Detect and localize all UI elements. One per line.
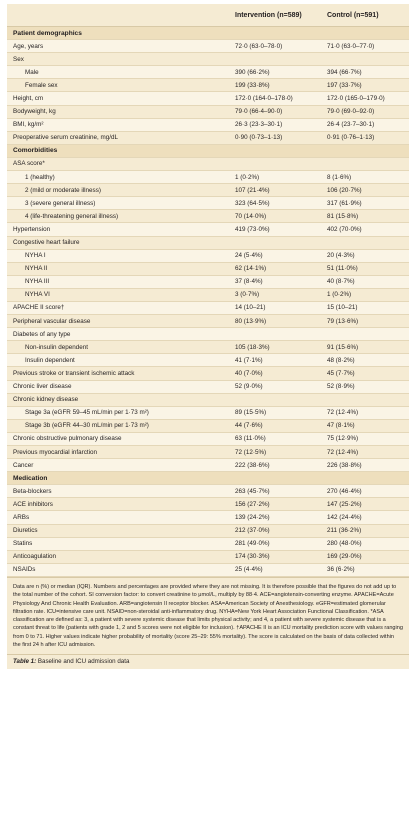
caption-label: Table 1: [13,658,37,666]
table-row [7,367,409,380]
control-value: 79 (13·6%) [327,317,359,325]
table-row [7,381,409,394]
section-header-row [7,27,409,40]
intervention-value: 24 (5·4%) [235,252,263,260]
intervention-value: 40 (7·0%) [235,369,263,377]
row-label: ARBs [13,513,30,521]
row-label: Female sex [25,81,58,89]
table-row [7,433,409,446]
row-label: BMI, kg/m² [13,121,44,129]
section-header-row [7,472,409,485]
table-row [7,354,409,367]
intervention-value: 0·90 (0·73–1·13) [235,134,283,142]
table-row [7,263,409,276]
control-value: 106 (20·7%) [327,186,362,194]
intervention-value: 199 (33·8%) [235,81,270,89]
control-value: 51 (11·0%) [327,265,358,273]
intervention-value: 105 (18·3%) [235,343,270,351]
control-value: 20 (4·3%) [327,252,355,260]
section-title: Patient demographics [13,29,82,37]
row-label: Age, years [13,42,44,50]
table-row [7,498,409,511]
table-row [7,79,409,92]
control-value: 211 (36·2%) [327,527,362,535]
intervention-value: 80 (13·9%) [235,317,267,325]
control-value: 81 (15·8%) [327,212,359,220]
row-label: 2 (mild or moderate illness) [25,186,101,194]
table-row [7,53,409,66]
intervention-value: 263 (45·7%) [235,487,270,495]
row-label: 4 (life-threatening general illness) [25,212,119,220]
control-value: 47 (8·1%) [327,422,355,430]
row-label: 1 (healthy) [25,173,55,181]
intervention-value: 37 (8·4%) [235,278,263,286]
control-value: 75 (12·9%) [327,435,359,443]
table-row [7,40,409,53]
intervention-value: 44 (7·6%) [235,422,263,430]
row-label: ASA score* [13,160,45,168]
table-row [7,66,409,79]
table-row [7,171,409,184]
intervention-value: 63 (11·0%) [235,435,266,443]
intervention-value: 62 (14·1%) [235,265,267,273]
intervention-value: 79·0 (66·4–90·0) [235,108,283,116]
control-value: 79·0 (69·0–92·0) [327,108,375,116]
row-label: Height, cm [13,94,44,102]
row-label: NYHA II [25,265,48,273]
row-label: Cancer [13,461,34,469]
control-value: 142 (24·4%) [327,513,362,521]
control-value: 147 (25·2%) [327,500,362,508]
row-label: NYHA VI [25,291,50,299]
intervention-value: 139 (24·2%) [235,513,270,521]
control-value: 72 (12·4%) [327,448,359,456]
row-label: Previous stroke or transient ischemic attack [13,369,135,377]
control-value: 72 (12·4%) [327,409,359,417]
table-row [7,92,409,105]
row-label: Diuretics [13,527,38,535]
row-label: Bodyweight, kg [13,108,56,116]
row-label: NYHA III [25,278,50,286]
table-caption [7,654,409,669]
control-value: 172·0 (165·0–179·0) [327,94,385,102]
control-value: 91 (15·6%) [327,343,359,351]
intervention-value: 419 (73·0%) [235,225,270,233]
intervention-value: 156 (27·2%) [235,500,270,508]
intervention-value: 281 (49·0%) [235,540,270,548]
row-label: Chronic kidney disease [13,396,79,404]
table-row [7,223,409,236]
table-row [7,302,409,315]
table-row [7,407,409,420]
control-value: 402 (70·0%) [327,225,362,233]
row-label: Insulin dependent [25,356,75,364]
section-header-row [7,145,409,158]
table-row [7,511,409,524]
table-row [7,158,409,171]
control-value: 26·4 (23·7–30·1) [327,121,375,129]
intervention-value: 14 (10–21) [235,304,266,312]
table-row [7,525,409,538]
table-row [7,538,409,551]
table-row [7,446,409,459]
table-row [7,289,409,302]
control-value: 1 (0·2%) [327,291,352,299]
row-label: Non-insulin dependent [25,343,89,351]
table-row [7,250,409,263]
table-row [7,276,409,289]
control-value: 48 (8·2%) [327,356,355,364]
control-value: 15 (10–21) [327,304,358,312]
row-label: NYHA I [25,252,46,260]
control-value: 8 (1·6%) [327,173,352,181]
intervention-value: 72 (12·5%) [235,448,267,456]
row-label: Beta-blockers [13,487,52,495]
table-row [7,459,409,472]
control-value: 71·0 (63·0–77·0) [327,42,375,50]
table-row [7,315,409,328]
intervention-value: 89 (15·5%) [235,409,267,417]
row-label: Previous myocardial infarction [13,448,97,456]
intervention-value: 3 (0·7%) [235,291,260,299]
control-value: 0·91 (0·76–1·13) [327,134,375,142]
control-value: 394 (66·7%) [327,68,362,76]
control-value: 36 (6·2%) [327,566,355,574]
intervention-value: 172·0 (164·0–178·0) [235,94,293,102]
row-label: Stage 3b (eGFR 44–30 mL/min per 1·73 m²) [25,422,149,430]
row-label: NSAIDs [13,566,36,574]
intervention-value: 70 (14·0%) [235,212,267,220]
header-intervention: Intervention (n=589) [235,11,302,19]
row-label: Anticoagulation [13,553,57,561]
table-row [7,106,409,119]
row-label: Congestive heart failure [13,239,80,246]
caption-text: Baseline and ICU admission data [37,658,130,666]
table-row [7,210,409,223]
control-value: 40 (8·7%) [327,278,355,286]
control-value: 317 (61·9%) [327,199,362,207]
intervention-value: 26·3 (23·3–30·1) [235,121,283,129]
intervention-value: 222 (38·6%) [235,461,270,469]
row-label: Peripheral vascular disease [13,317,91,325]
table-row [7,420,409,433]
control-value: 226 (38·8%) [327,461,362,469]
table-row [7,551,409,564]
table-row [7,564,409,577]
row-label: APACHE II score† [13,304,65,312]
row-label: Stage 3a (eGFR 59–45 mL/min per 1·73 m²) [25,409,149,417]
table-row [7,184,409,197]
intervention-value: 212 (37·0%) [235,527,270,535]
control-value: 169 (29·0%) [327,553,362,561]
section-title: Comorbidities [13,147,58,155]
control-value: 280 (48·0%) [327,540,362,548]
row-label: Sex [13,55,24,63]
row-label: 3 (severe general illness) [25,199,96,207]
header-control: Control (n=591) [327,11,379,19]
section-title: Medication [13,474,48,482]
table-row [7,394,409,407]
intervention-value: 107 (21·4%) [235,186,270,194]
control-value: 45 (7·7%) [327,369,355,377]
row-label: Chronic liver disease [13,383,72,391]
table-row [7,328,409,341]
row-label: Preoperative serum creatinine, mg/dL [13,134,118,142]
table-body [7,27,409,577]
intervention-value: 1 (0·2%) [235,173,260,181]
intervention-value: 72·0 (63·0–78·0) [235,42,283,50]
control-value: 52 (8·9%) [327,383,355,391]
table-row [7,132,409,145]
table-row [7,485,409,498]
intervention-value: 52 (9·0%) [235,383,263,391]
intervention-value: 323 (64·5%) [235,199,270,207]
row-label: Male [25,68,39,76]
table-row [7,197,409,210]
table-header [7,4,409,27]
control-value: 270 (46·4%) [327,487,362,495]
row-label: ACE inhibitors [13,500,53,508]
table-row [7,119,409,132]
table-row [7,237,409,250]
intervention-value: 390 (66·2%) [235,68,270,76]
baseline-table [7,4,409,669]
intervention-value: 174 (30·3%) [235,553,270,561]
intervention-value: 25 (4·4%) [235,566,263,574]
row-label: Hypertension [13,225,51,233]
intervention-value: 41 (7·1%) [235,356,263,364]
control-value: 197 (33·7%) [327,81,362,89]
table-footnote: Data are n (%) or median (IQR). Numbers and percentages are provided where they are not missing. It is therefore possible that the figures do not add up to the total number of the cohort. SI conversion factor: to convert creatinine to μmol/L, multiply by 88·4. ACE=angiotensin-converting enzyme. APACHE=Acute Physiology And Chronic Health Evaluation. ARB=angiotensin II receptor blocker. ASA=American Society of Anesthesiology. eGFR=estimated glomerular filtration rate. ICU=intensive care unit. NSAID=non-steroidal anti-inflammatory drug. NYHA=New York Heart Association Functional Classification. *ASA classification are defined as: 3, a patient with severe systemic disease that limits physical activity; and 4, a patient with severe systemic disease that is a constant threat to life (patients with grade 1, 2 and 5 scores were not eligible for inclusion). †APACHE II is an ICU mortality prediction score with values ranging from 0 to 71. Higher values indicate higher probability of mortality (score 25–29: 55% mortality). The score is calculated on the basis of data collected within the first 24 h after ICU admission. [7,577,409,654]
table-row [7,341,409,354]
row-label: Statins [13,540,33,548]
row-label: Chronic obstructive pulmonary disease [13,435,122,443]
row-label: Diabetes of any type [13,330,71,338]
